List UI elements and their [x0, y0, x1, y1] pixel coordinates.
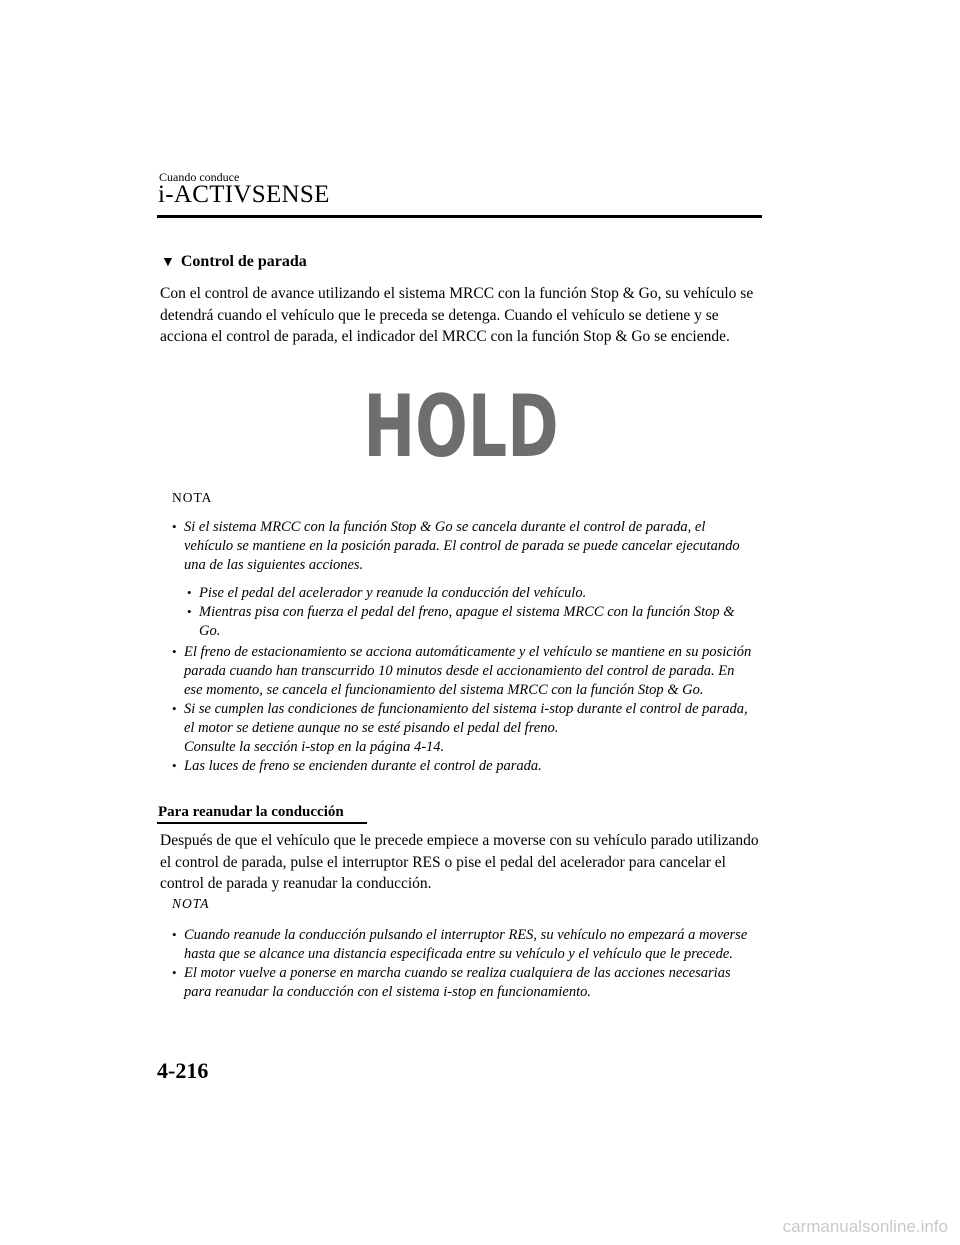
list-item: • Si el sistema MRCC con la función Stop & Go se cancela durante el control de parada, el vehículo se mantiene en la posición parada. El control de parada se puede cancelar ejecutando una de las siguientes acciones.	[172, 519, 740, 573]
nota1-sublist	[187, 584, 757, 641]
hold-indicator-icon	[363, 375, 559, 477]
list-item: • El freno de estacionamiento se acciona automáticamente y el vehículo se mantiene en su posición parada cuando han transcurrido 10 minutos desde el accionamiento del control de parada. En ese momento, se cancela el funcionamiento del sistema MRCC con la función Stop & Go.	[172, 644, 752, 698]
header-rule	[157, 215, 762, 218]
nota1-list	[172, 518, 752, 575]
reanudar-paragraph: Después de que el vehículo que le precede empiece a moverse con su vehículo parado utilizando el control de parada, pulse el interruptor RES o pise el pedal del acelerador para cancelar el control de parada y reanudar la conducción.	[160, 832, 759, 892]
control-parada-heading	[161, 253, 307, 271]
hold-indicator-text: HOLD	[363, 375, 559, 477]
list-item: • Si se cumplen las condiciones de funcionamiento del sistema i-stop durante el control de parada, el motor se detiene aunque no se esté pisando el pedal del freno. Consulte la sección i-stop en la página 4-14.	[172, 701, 748, 755]
section-title: i-ACTIVSENSE	[158, 181, 330, 208]
nota-label: NOTA	[172, 490, 213, 505]
chapter-label: Cuando conduce	[159, 170, 240, 184]
heading-underline	[157, 822, 367, 824]
triangle-down-icon: ▼	[161, 255, 175, 270]
list-item: • Las luces de freno se encienden durante el control de parada.	[172, 758, 542, 774]
list-item: • Cuando reanude la conducción pulsando el interruptor RES, su vehículo no empezará a moverse hasta que se alcance una distancia especificada entre su vehículo y el vehículo que le precede.	[172, 927, 748, 962]
watermark: carmanualsonline.info	[782, 1217, 948, 1236]
nota-label: NOTA	[172, 896, 210, 911]
list-item: • Pise el pedal del acelerador y reanude la conducción del vehículo.	[187, 585, 587, 601]
page-reference: Consulte la sección i-stop en la página 4-14.	[184, 739, 445, 755]
nota2-list	[172, 926, 752, 1002]
heading-text: Control de parada	[180, 253, 307, 270]
nota1-list-continued	[172, 643, 752, 776]
intro-paragraph: Con el control de avance utilizando el sistema MRCC con la función Stop & Go, su vehículo se detendrá cuando el vehículo que le preceda se detenga. Cuando el vehículo se detiene y se acciona el control de parada, el indicador del MRCC con la función Stop & Go se enciende.	[160, 285, 754, 345]
list-item: • Mientras pisa con fuerza el pedal del freno, apague el sistema MRCC con la función Stop & Go.	[187, 604, 735, 639]
list-item: • El motor vuelve a ponerse en marcha cuando se realiza cualquiera de las acciones necesarias para reanudar la conducción con el sistema i-stop en funcionamiento.	[172, 965, 731, 1000]
page-number: 4-216	[157, 1058, 209, 1083]
reanudar-heading: Para reanudar la conducción	[158, 804, 344, 820]
